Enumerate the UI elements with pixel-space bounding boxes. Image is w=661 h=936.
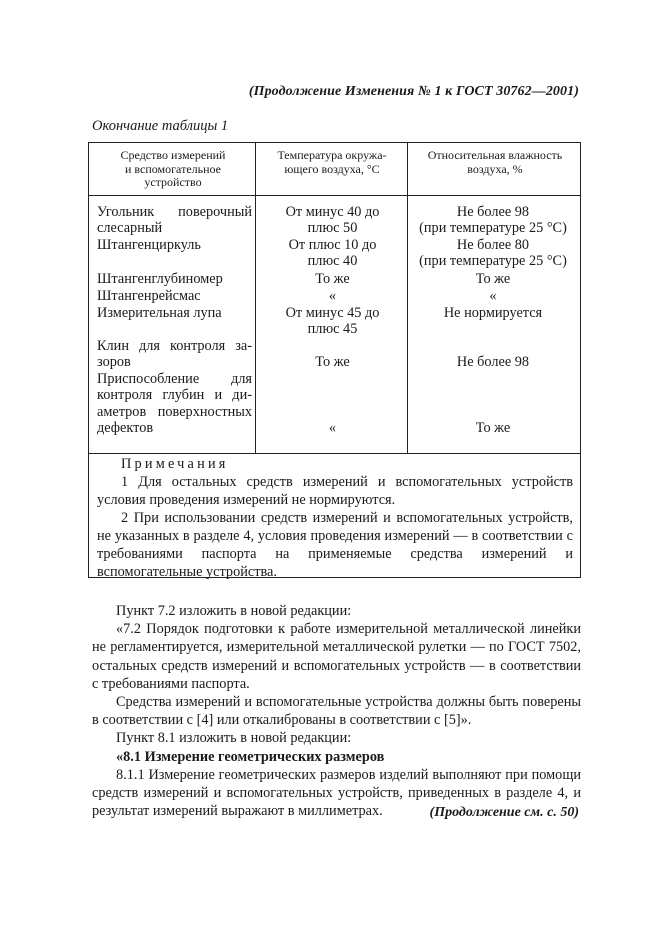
cell-line: Угольник поверочный: [97, 204, 252, 220]
table-cell-humidity: [407, 288, 579, 304]
document-body: [92, 602, 581, 820]
cell-line: То же: [315, 271, 350, 287]
column-divider: [255, 143, 256, 453]
cell-line: (при температуре 25 °С): [419, 220, 567, 237]
cell-line: То же: [475, 271, 511, 287]
paragraph: Средства измерений и вспомогательные устройства должны быть поверены в соответствии с [4] или откалиброваны в соответствии с [5]».: [92, 694, 581, 729]
column-header-instrument: [93, 149, 253, 190]
cell-line: Измерительная лупа: [97, 305, 222, 321]
cell-line: Штангенрейсмас: [97, 288, 201, 304]
cell-line: «: [328, 288, 337, 304]
column-header-line: устройство: [144, 175, 202, 189]
conditions-table: [88, 142, 581, 578]
table-notes: [97, 455, 573, 581]
note-item: 1 Для остальных средств измерений и вспомогательных устройств условия проведения измерений не нормируются.: [97, 474, 573, 508]
table-cell-temperature: [257, 354, 408, 370]
table-caption: Окончание таблицы 1: [92, 118, 229, 134]
continuation-footer: (Продолжение см. с. 50): [429, 805, 579, 820]
table-cell-instrument: [97, 305, 252, 321]
cell-line: То же: [475, 420, 511, 436]
paragraph: 8.1.1 Измерение геометрических размеров изделий выполняют при помощи средств измерений и вспомогательных устройств, приведенных в разделе 4, и результат измерений выражают в миллиметрах.: [92, 766, 581, 820]
cell-line: зоров: [97, 354, 131, 371]
paragraph: Пункт 7.2 изложить в новой редакции:: [116, 603, 352, 619]
table-cell-humidity: [407, 354, 579, 370]
table-cell-temperature: [257, 271, 408, 287]
table-cell-humidity: [407, 305, 579, 321]
cell-line: Штангенглубиномер: [97, 271, 223, 287]
table-cell-temperature: [257, 204, 408, 237]
column-header-line: Относительная влажность: [427, 148, 563, 162]
cell-line: Не более 80: [456, 237, 530, 253]
continuation-header: (Продолжение Изменения № 1 к ГОСТ 30762—2001): [248, 84, 579, 99]
cell-line: плюс 45: [307, 321, 358, 338]
table-cell-temperature: [257, 420, 408, 436]
paragraph: Пункт 8.1 изложить в новой редакции:: [116, 730, 352, 747]
column-header-humidity: [409, 149, 581, 176]
paragraph: «7.2 Порядок подготовки к работе измерительной металлической линейки не регламентируется, измерительной металлической рулетки — по ГОСТ 7502, остальных средств измерений и вспомогательных устройств — в соответствии с требованиями паспорта.: [92, 621, 581, 692]
cell-line: аметров поверхностных: [97, 403, 252, 420]
cell-line: От минус 40 до: [285, 204, 380, 220]
cell-line: плюс 50: [307, 220, 358, 237]
header-rule: [89, 195, 580, 196]
table-cell-instrument: [97, 271, 252, 287]
table-cell-instrument: [97, 237, 252, 253]
table-cell-humidity: [407, 204, 579, 237]
cell-line: Приспособление для: [97, 371, 252, 387]
table-cell-humidity: [407, 420, 579, 436]
table-cell-instrument: [97, 338, 252, 371]
cell-line: контроля глубин и ди-: [97, 387, 252, 404]
table-cell-humidity: [407, 271, 579, 287]
notes-rule: [89, 453, 580, 454]
column-header-line: ющего воздуха, °С: [284, 161, 380, 176]
column-header-line: Средство измерений: [120, 148, 226, 162]
column-header-line: Температура окружа-: [277, 148, 387, 162]
table-cell-temperature: [257, 305, 408, 338]
cell-line: (при температуре 25 °С): [419, 253, 567, 270]
column-header-line: воздуха, %: [467, 161, 523, 176]
cell-line: дефектов: [97, 419, 154, 436]
cell-line: То же: [315, 354, 350, 370]
cell-line: Не более 98: [456, 354, 530, 370]
column-header-temperature: [257, 149, 407, 176]
cell-line: «: [328, 420, 337, 436]
cell-line: От минус 45 до: [285, 305, 380, 321]
section-heading: «8.1 Измерение геометрических размеров: [116, 748, 385, 765]
notes-title: Примечания: [121, 456, 229, 472]
table-cell-instrument: [97, 371, 252, 436]
cell-line: Клин для контроля за-: [97, 338, 252, 354]
table-cell-temperature: [257, 288, 408, 304]
cell-line: Штангенциркуль: [97, 237, 201, 253]
cell-line: Не более 98: [456, 204, 530, 220]
column-header-line: и вспомогательное: [125, 161, 221, 176]
cell-line: Не нормируется: [443, 305, 543, 321]
cell-line: плюс 40: [307, 253, 358, 270]
table-cell-instrument: [97, 204, 252, 237]
cell-line: слесарный: [97, 220, 163, 237]
table-cell-humidity: [407, 237, 579, 270]
cell-line: От плюс 10 до: [288, 237, 377, 253]
table-cell-instrument: [97, 288, 252, 304]
cell-line: «: [489, 288, 497, 304]
table-cell-temperature: [257, 237, 408, 270]
note-item: 2 При использовании средств измерений и вспомогательных устройств, не указанных в разделе 4, условия проведения измерений — в соответствии с требованиями паспорта на применяемые средства измерений и вспомогательные устройства.: [97, 510, 573, 580]
